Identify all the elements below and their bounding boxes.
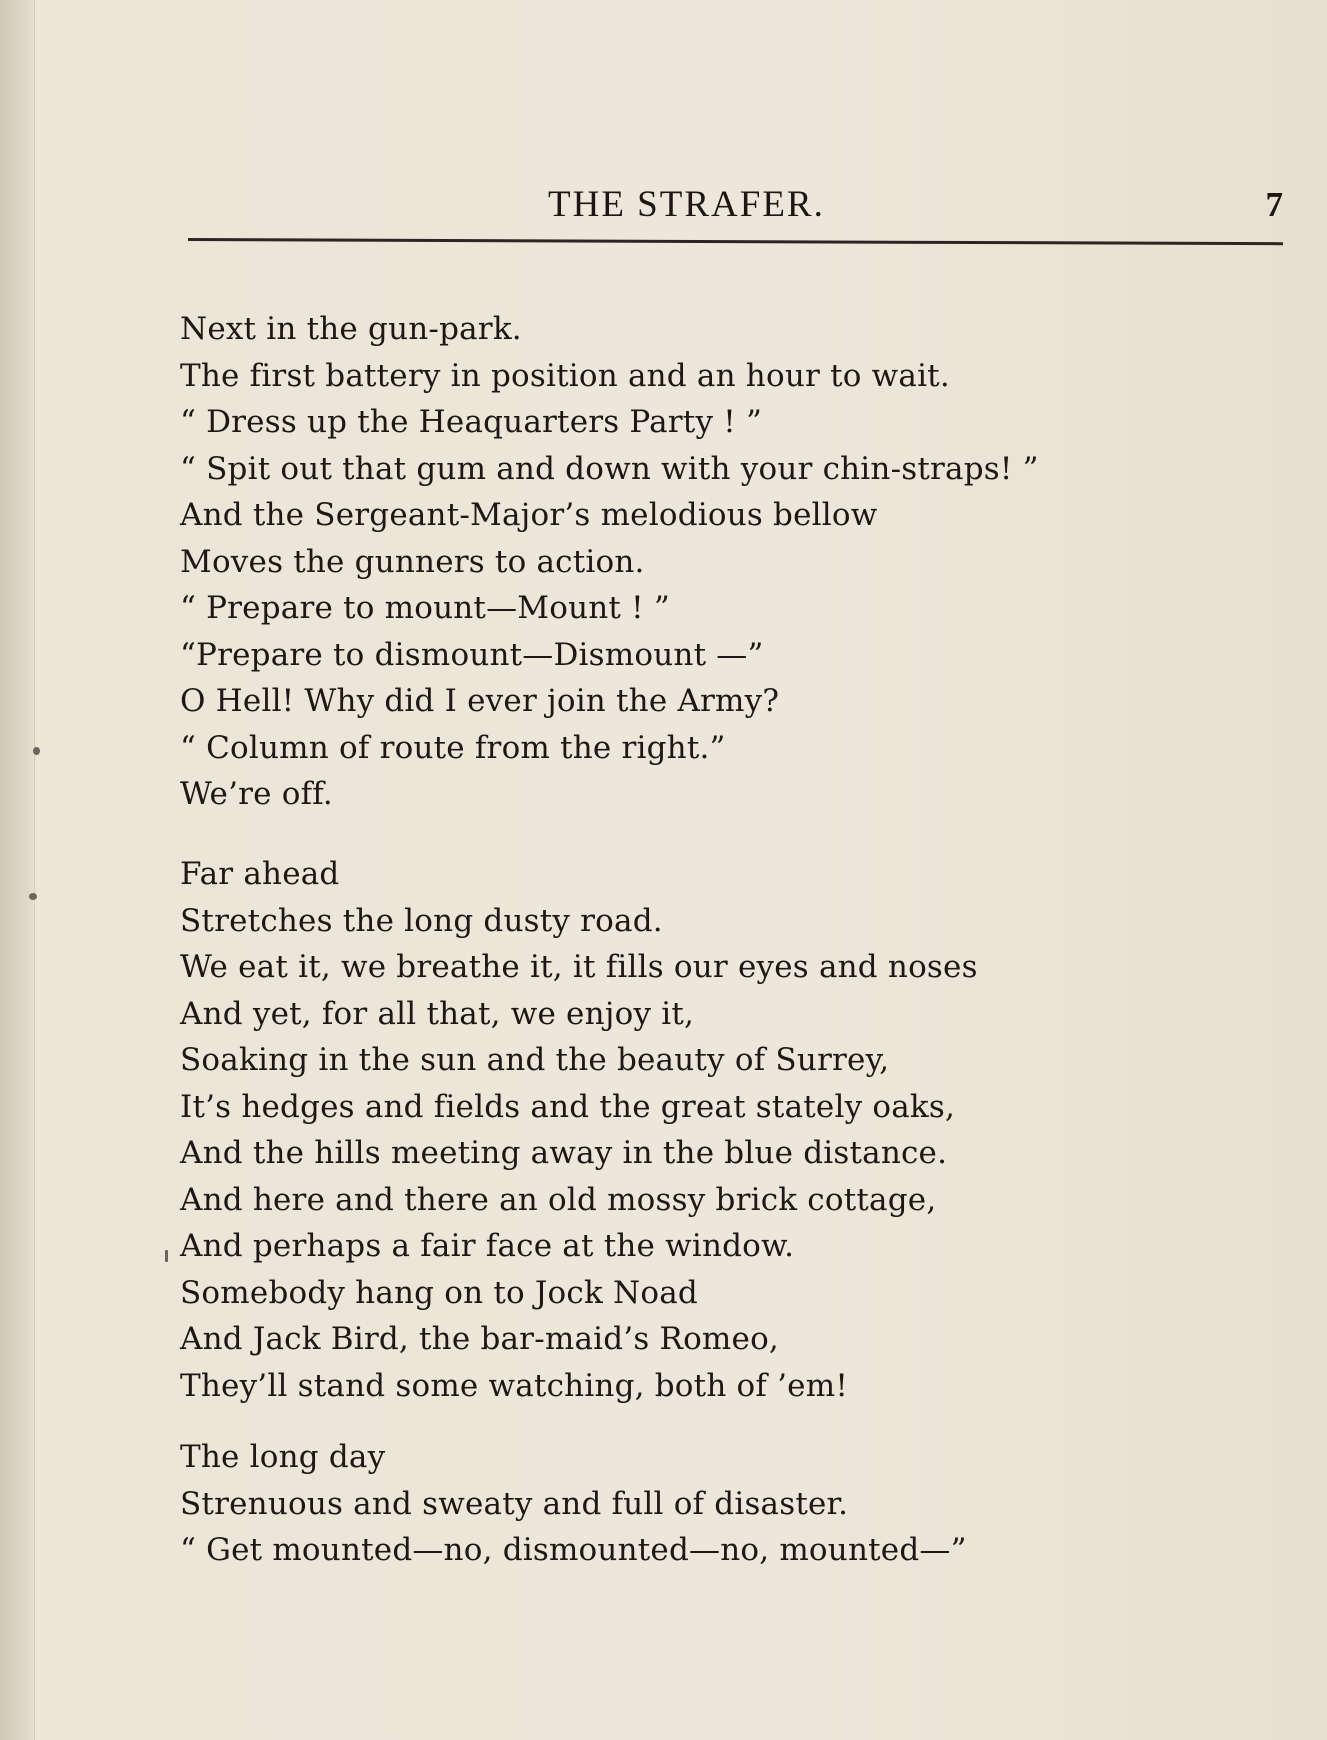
paper-speck (33, 747, 40, 755)
verse-line: O Hell! Why did I ever join the Army? (180, 683, 780, 719)
verse-line: Moves the gunners to action. (180, 543, 645, 580)
verse-line: The long day (180, 1439, 386, 1475)
running-head (188, 183, 1283, 231)
verse-line: The first battery in position and an hour to wait. (180, 357, 950, 394)
verse-line: And Jack Bird, the bar-maid’s Romeo, (180, 1321, 779, 1357)
running-title: THE STRAFER. (548, 184, 825, 225)
verse-line: And perhaps a fair face at the window. (180, 1228, 795, 1264)
verse-line: “ Spit out that gum and down with your chin-straps! ” (180, 450, 1039, 487)
verse-line: And the Sergeant-Major’s melodious bellow (180, 497, 878, 533)
verse-line: It’s hedges and fields and the great stately oaks, (180, 1088, 956, 1125)
verse-line: We’re off. (180, 776, 333, 812)
verse-line: Far ahead (180, 856, 340, 892)
page-number: 7 (1265, 185, 1283, 224)
paper-speck (165, 1250, 168, 1262)
verse-line: Strenuous and sweaty and full of disaster. (180, 1485, 849, 1522)
paper-speck (29, 893, 37, 900)
verse-line: “ Prepare to mount—Mount ! ” (180, 590, 670, 626)
verse-line: “ Get mounted—no, dismounted—no, mounted—” (180, 1532, 967, 1568)
verse-line: They’ll stand some watching, both of ’em! (180, 1367, 848, 1404)
header-rule (188, 238, 1283, 245)
verse-line: We eat it, we breathe it, it fills our eyes and noses (180, 949, 978, 985)
page-gutter-edge (34, 0, 35, 1740)
verse-line: Next in the gun-park. (180, 311, 522, 347)
verse-line: Soaking in the sun and the beauty of Surrey, (180, 1042, 890, 1078)
verse-line: And the hills meeting away in the blue distance. (180, 1135, 948, 1171)
verse-line: “ Column of route from the right.” (180, 729, 726, 766)
verse-line: And here and there an old mossy brick cottage, (180, 1181, 937, 1218)
stanza-far-ahead (180, 851, 978, 1409)
verse-line: Stretches the long dusty road. (180, 902, 663, 939)
verse-line: “Prepare to dismount—Dismount —” (180, 636, 764, 673)
verse-line: Somebody hang on to Jock Noad (180, 1274, 698, 1311)
stanza-gun-park (180, 306, 1039, 818)
verse-line: “ Dress up the Heaquarters Party ! ” (180, 404, 762, 440)
page-gutter-shadow (0, 0, 36, 1740)
stanza-long-day (180, 1434, 967, 1574)
verse-line: And yet, for all that, we enjoy it, (180, 995, 695, 1032)
